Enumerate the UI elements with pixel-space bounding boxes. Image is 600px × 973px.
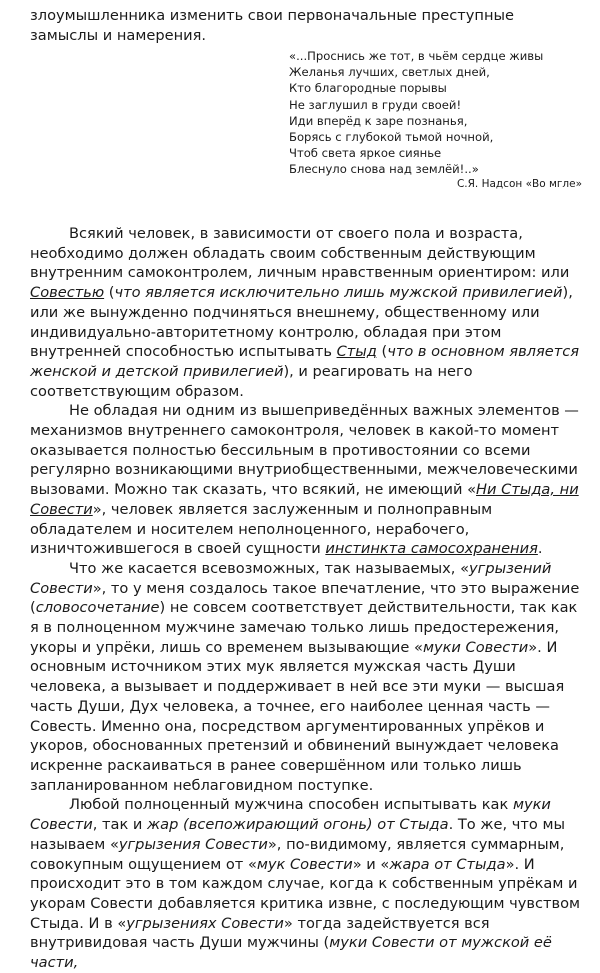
term-torment: муки Совести [30, 796, 551, 834]
main-text [30, 204, 587, 973]
text-run: Что же касается всевозможных, так называемых, « [69, 559, 470, 577]
poem-line: Чтоб света яркое сиянье [289, 146, 442, 161]
term-conscience: Совестью [30, 284, 105, 302]
text-run: ». И основным источником этих мук является мужская часть Души человека, а вызывает и поддерживает в ней все эти муки — высшая часть Души, Дух человека, а точнее, его наиболее ценная часть — Совесть. Именно она, посредством аргументированных упрёков и укоров, обоснованных претензий и обвинений вынуждает человека искренне раскаиваться в ранее совершённом или только лишь запланированном неблаговидном поступке. [30, 638, 565, 794]
paragraph-1 [30, 224, 587, 401]
text-run: Не обладая ни одним из вышеприведённых важных элементов — механизмов внутреннего самоконтроля, человек в какой-то момент оказывается полностью бессильным в противостоянии со всеми регулярно возникающими внутриобщественными, межчеловеческими вызовами. Можно так сказать, что всякий, не имеющий « [30, 402, 579, 499]
poem-line: Иди вперёд к заре познанья, [289, 113, 468, 128]
poem-line: «...Проснись же тот, в чьём сердце живы [289, 49, 544, 63]
text-run: . [537, 540, 543, 558]
term-remorse: угрызений Совести [30, 559, 552, 597]
term-remorse: угрызения Совести [118, 835, 268, 853]
term-neither-shame-nor-conscience: Ни Стыда, ни Совести [30, 481, 579, 518]
text-run: ), и реагировать на него соответствующим образом. [30, 362, 473, 400]
text-run: , так и [92, 816, 148, 834]
note-female-privilege: что в основном является женской и детской привилегией [30, 343, 580, 380]
text-run: ». И происходит это в том каждом случае, когда к собственным упрёкам и укорам Совести добавляется критика извне, с последующим чувством Стыда. И в « [30, 855, 581, 932]
poem-line: Борясь с глубокой тьмой ночной, [289, 130, 494, 145]
term-torment: муки Совести [422, 638, 529, 656]
poem-line: Кто благородные порывы [289, 81, 447, 96]
poem-line: Желанья лучших, светлых дней, [289, 65, 490, 80]
intro-paragraph: злоумышленника изменить свои первоначальные преступные замыслы и намерения. [30, 7, 514, 44]
text-run: Всякий человек, в зависимости от своего пола и возраста, необходимо должен обладать своим собственным действующим внутренним самоконтролем, личным нравственным ориентиром: или [30, 225, 570, 282]
text-run: Любой полноценный мужчина способен испытывать как [69, 796, 513, 814]
term-heat-from-shame: жар (всепожирающий огонь) от Стыда [147, 816, 449, 834]
term-self-preservation: инстинкта самосохранения [325, 540, 538, 558]
text-run: » тогда задействуется вся внутривидовая часть Души мужчины ( [30, 914, 490, 952]
text-run: », то у меня создалось такое впечатление, что это выражение ( [30, 579, 580, 617]
text-run: ), или же вынужденно подчиняться внешнему, общественному или индивидуально-авторитетному контролю, обладая при этом внутренней способностью испытывать [30, 284, 573, 361]
text-run: . То же, что мы называем « [30, 816, 565, 853]
term-torment-male: муки Совести от мужской её части, [30, 934, 552, 972]
paragraph-4 [30, 795, 587, 972]
text-run: ) не совсем соответствует действительности, так как я в полноценном мужчине замечаю только лишь предостережения, укоры и упрёки, лишь со временем вызывающие « [30, 599, 578, 656]
text-run: ( [376, 343, 388, 361]
text-run: », человек является заслуженным и полноправным обладателем и носителем неполноценного, нерабочего, изничтожившегося в своей сущности [30, 500, 493, 558]
text-run: ( [104, 284, 115, 302]
paragraph-3 [30, 559, 587, 795]
term-remorse: угрызениях Совести [126, 914, 284, 932]
term-heat-from-shame: жара от Стыда [389, 855, 506, 873]
term-torment: мук Совести [256, 855, 353, 873]
paragraph-2 [30, 401, 587, 559]
epigraph-poem [289, 48, 589, 178]
text-run: » и « [352, 855, 390, 873]
text-run: », по-видимому, является суммарным, совокупным ощущением от « [30, 835, 565, 873]
term-shame: Стыд [336, 343, 377, 361]
term-phrase: словосочетание [35, 599, 160, 617]
poem-attribution: С.Я. Надсон «Во мгле» [456, 178, 582, 190]
poem-line: Блеснуло снова над землёй!..» [289, 162, 479, 177]
poem-line: Не заглушил в груди своей! [289, 97, 462, 112]
note-male-privilege: что является исключительно лишь мужской привилегией [114, 284, 563, 302]
